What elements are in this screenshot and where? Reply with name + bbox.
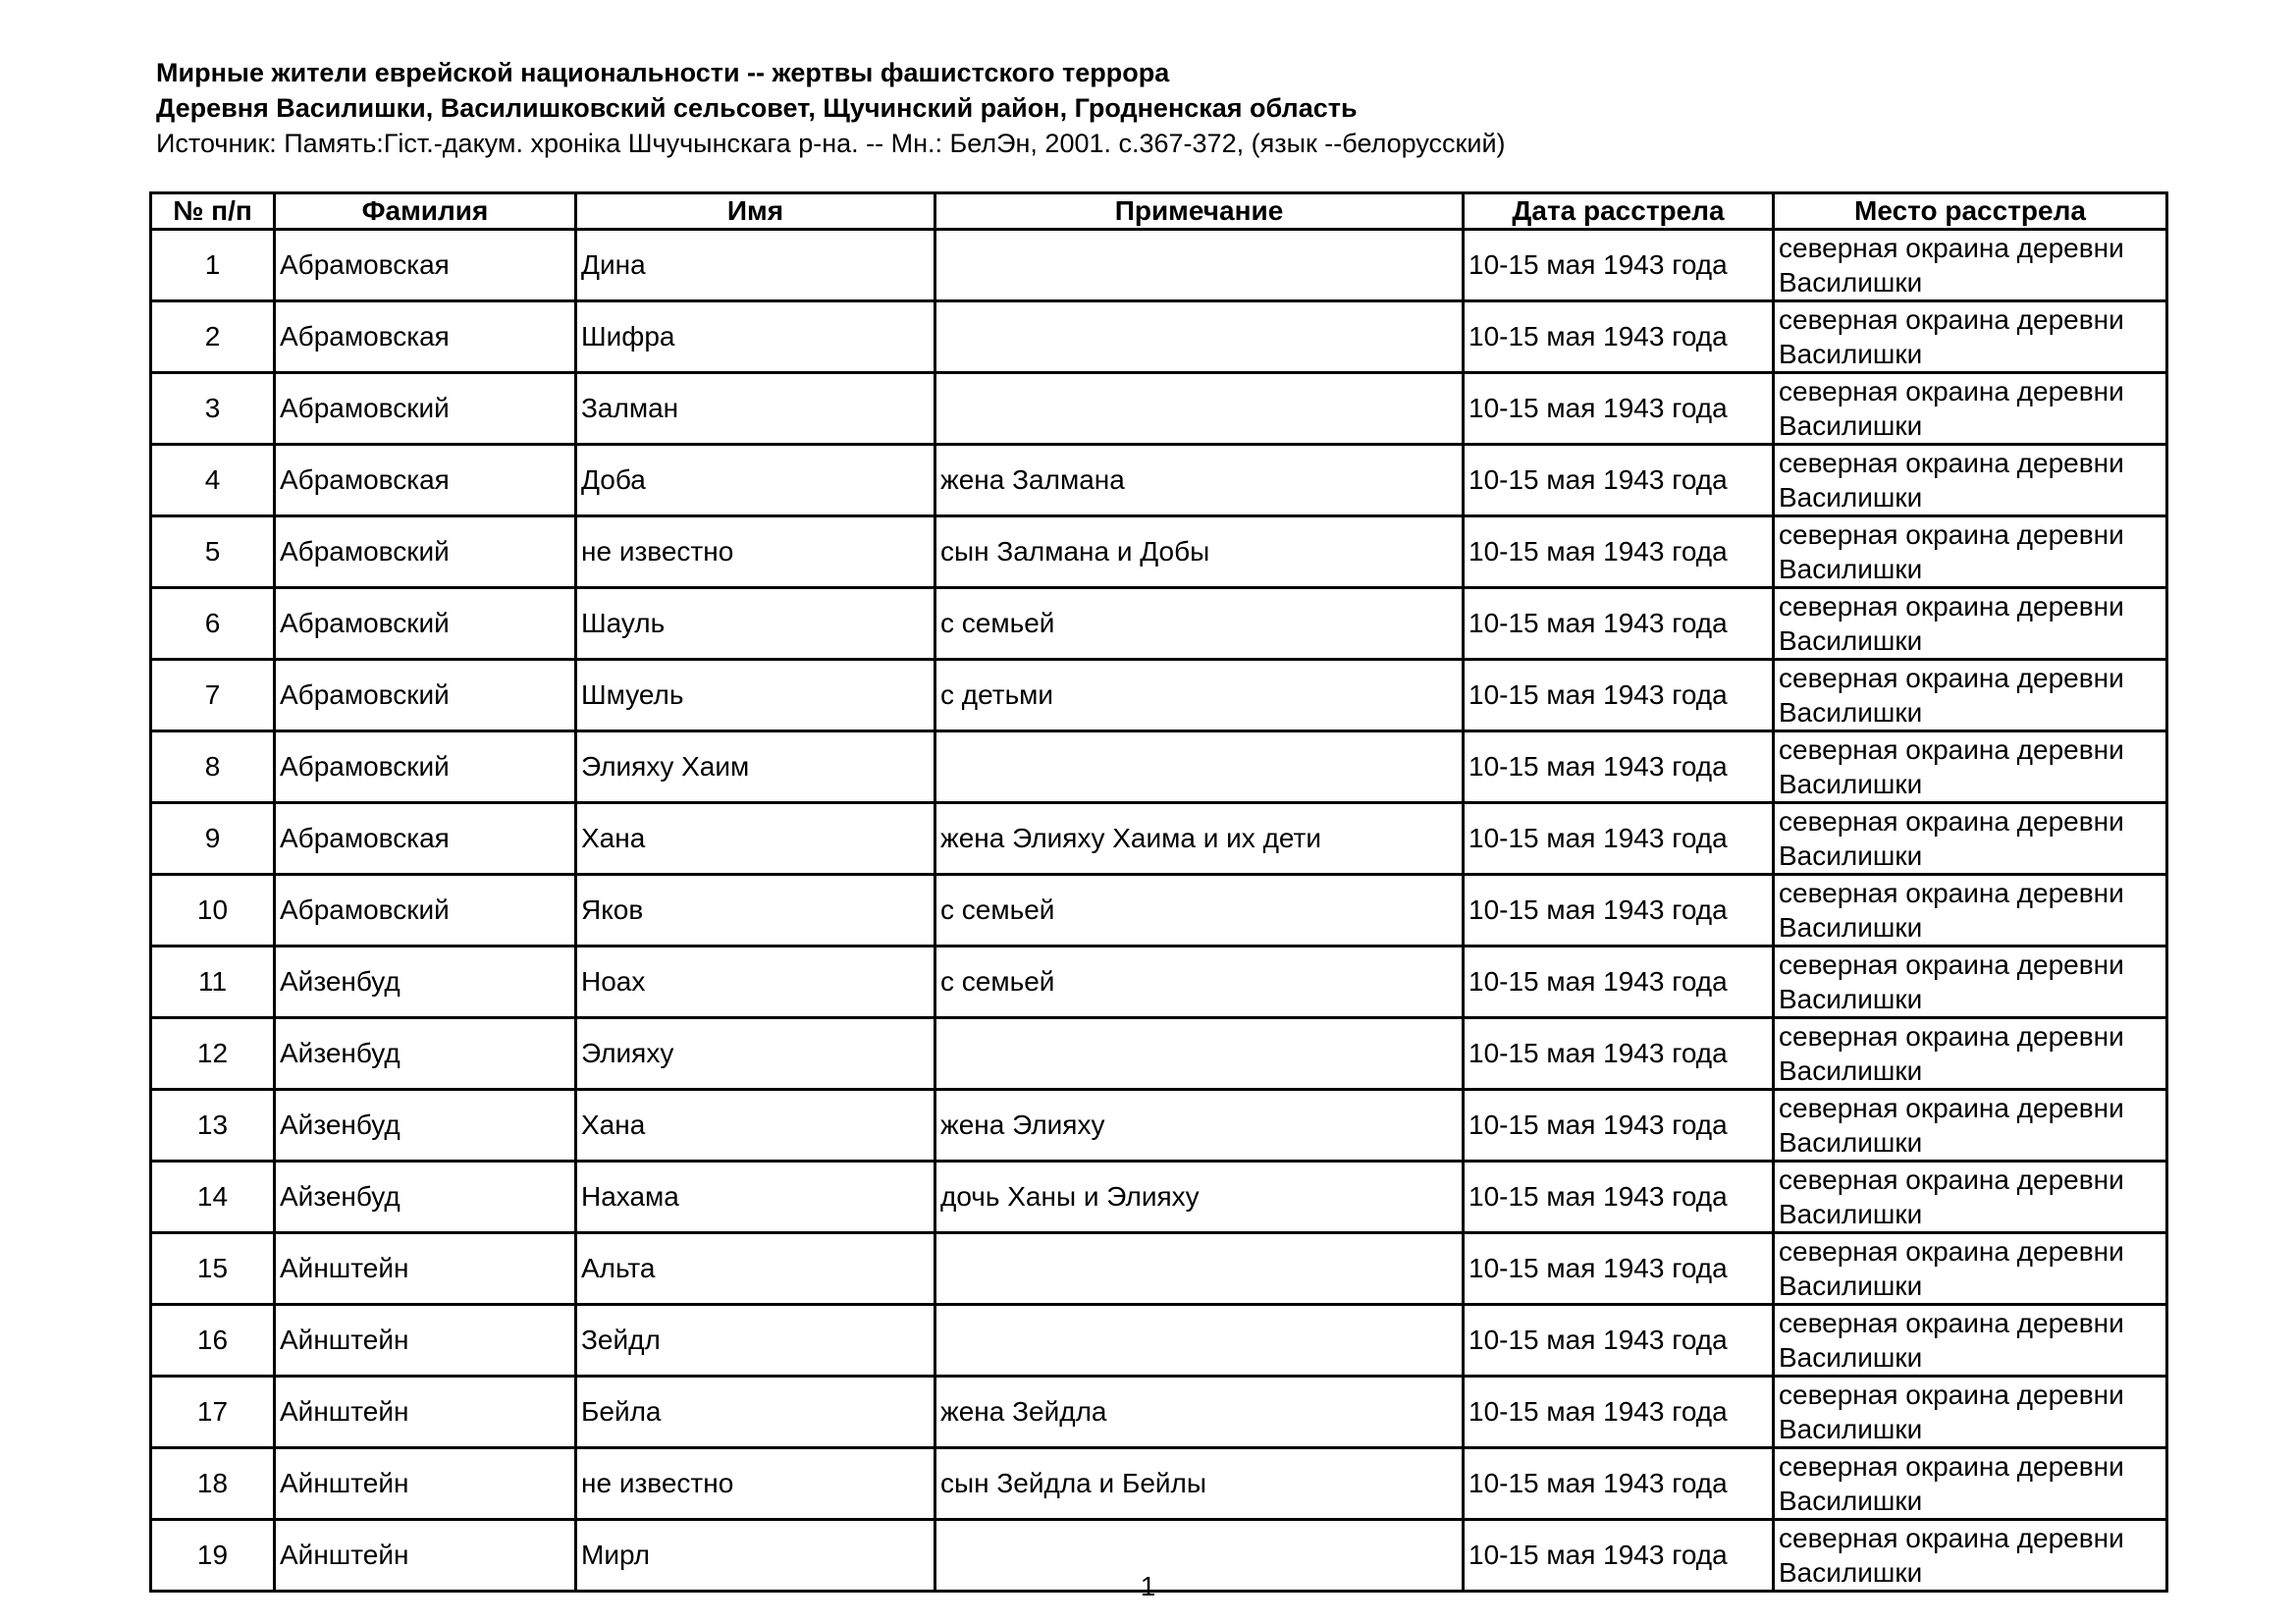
cell-place: северная окраина деревни Василишки <box>1774 731 2167 803</box>
document-source: Источник: Память:Гіст.-дакум. хроніка Шчучынскага р-на. -- Мн.: БелЭн, 2001. с.367-372, (язык --белорусский) <box>156 129 1506 158</box>
cell-place: северная окраина деревни Василишки <box>1774 445 2167 516</box>
cell-surname: Абрамовская <box>275 230 576 301</box>
cell-surname: Айнштейн <box>275 1305 576 1377</box>
cell-number: 10 <box>151 875 275 947</box>
cell-place: северная окраина деревни Василишки <box>1774 230 2167 301</box>
column-header-surname: Фамилия <box>275 193 576 230</box>
cell-note: с семьей <box>935 947 1464 1018</box>
cell-note <box>935 301 1464 373</box>
cell-date: 10-15 мая 1943 года <box>1464 373 1774 445</box>
cell-name: Шмуель <box>576 660 935 731</box>
cell-place: северная окраина деревни Василишки <box>1774 373 2167 445</box>
column-header-number: № п/п <box>151 193 275 230</box>
cell-number: 1 <box>151 230 275 301</box>
table-row <box>151 875 2167 947</box>
cell-name: Шифра <box>576 301 935 373</box>
table-row <box>151 588 2167 660</box>
cell-note: с семьей <box>935 588 1464 660</box>
cell-number: 12 <box>151 1018 275 1090</box>
table-row <box>151 445 2167 516</box>
table-row <box>151 301 2167 373</box>
cell-number: 16 <box>151 1305 275 1377</box>
cell-surname: Абрамовский <box>275 875 576 947</box>
cell-date: 10-15 мая 1943 года <box>1464 875 1774 947</box>
cell-note: сын Залмана и Добы <box>935 516 1464 588</box>
cell-number: 9 <box>151 803 275 875</box>
cell-number: 7 <box>151 660 275 731</box>
cell-surname: Абрамовский <box>275 660 576 731</box>
cell-surname: Абрамовский <box>275 516 576 588</box>
table-row <box>151 1090 2167 1162</box>
cell-number: 14 <box>151 1162 275 1233</box>
cell-place: северная окраина деревни Василишки <box>1774 947 2167 1018</box>
table-row <box>151 230 2167 301</box>
cell-name: не известно <box>576 1448 935 1520</box>
cell-number: 19 <box>151 1520 275 1592</box>
cell-name: Залман <box>576 373 935 445</box>
cell-name: Хана <box>576 803 935 875</box>
cell-surname: Абрамовский <box>275 731 576 803</box>
table-row <box>151 1233 2167 1305</box>
cell-name: Шауль <box>576 588 935 660</box>
cell-note <box>935 1305 1464 1377</box>
table-header-row <box>151 193 2167 230</box>
cell-surname: Айнштейн <box>275 1377 576 1448</box>
cell-surname: Айзенбуд <box>275 1018 576 1090</box>
cell-place: северная окраина деревни Василишки <box>1774 875 2167 947</box>
cell-number: 15 <box>151 1233 275 1305</box>
table-row <box>151 731 2167 803</box>
cell-name: Мирл <box>576 1520 935 1592</box>
cell-name: Элияху <box>576 1018 935 1090</box>
cell-date: 10-15 мая 1943 года <box>1464 660 1774 731</box>
cell-note: дочь Ханы и Элияху <box>935 1162 1464 1233</box>
victims-table-container <box>149 191 2165 1593</box>
cell-surname: Айнштейн <box>275 1233 576 1305</box>
table-row <box>151 1377 2167 1448</box>
cell-surname: Айнштейн <box>275 1448 576 1520</box>
cell-date: 10-15 мая 1943 года <box>1464 1090 1774 1162</box>
cell-number: 2 <box>151 301 275 373</box>
cell-date: 10-15 мая 1943 года <box>1464 445 1774 516</box>
cell-surname: Айзенбуд <box>275 1090 576 1162</box>
cell-note <box>935 230 1464 301</box>
cell-surname: Абрамовская <box>275 445 576 516</box>
cell-name: Бейла <box>576 1377 935 1448</box>
cell-number: 11 <box>151 947 275 1018</box>
table-row <box>151 1162 2167 1233</box>
cell-name: не известно <box>576 516 935 588</box>
cell-note: с детьми <box>935 660 1464 731</box>
cell-note <box>935 373 1464 445</box>
cell-name: Доба <box>576 445 935 516</box>
column-header-note: Примечание <box>935 193 1464 230</box>
cell-place: северная окраина деревни Василишки <box>1774 1520 2167 1592</box>
cell-name: Ноах <box>576 947 935 1018</box>
cell-date: 10-15 мая 1943 года <box>1464 1520 1774 1592</box>
cell-surname: Абрамовский <box>275 588 576 660</box>
cell-number: 18 <box>151 1448 275 1520</box>
page-number: 1 <box>1140 1571 1156 1601</box>
cell-date: 10-15 мая 1943 года <box>1464 588 1774 660</box>
cell-place: северная окраина деревни Василишки <box>1774 588 2167 660</box>
cell-date: 10-15 мая 1943 года <box>1464 230 1774 301</box>
cell-number: 13 <box>151 1090 275 1162</box>
cell-note: жена Элияху <box>935 1090 1464 1162</box>
cell-place: северная окраина деревни Василишки <box>1774 1448 2167 1520</box>
cell-surname: Абрамовский <box>275 373 576 445</box>
cell-name: Элияху Хаим <box>576 731 935 803</box>
table-row <box>151 516 2167 588</box>
table-row <box>151 1018 2167 1090</box>
table-row <box>151 947 2167 1018</box>
cell-name: Дина <box>576 230 935 301</box>
cell-note: жена Элияху Хаима и их дети <box>935 803 1464 875</box>
cell-number: 5 <box>151 516 275 588</box>
cell-date: 10-15 мая 1943 года <box>1464 731 1774 803</box>
cell-date: 10-15 мая 1943 года <box>1464 1162 1774 1233</box>
column-header-date: Дата расстрела <box>1464 193 1774 230</box>
cell-note: с семьей <box>935 875 1464 947</box>
cell-date: 10-15 мая 1943 года <box>1464 301 1774 373</box>
cell-surname: Айзенбуд <box>275 1162 576 1233</box>
document-location: Деревня Василишки, Василишковский сельсовет, Щучинский район, Гродненская область <box>156 93 1358 123</box>
cell-name: Яков <box>576 875 935 947</box>
cell-number: 17 <box>151 1377 275 1448</box>
cell-date: 10-15 мая 1943 года <box>1464 1018 1774 1090</box>
cell-place: северная окраина деревни Василишки <box>1774 1305 2167 1377</box>
cell-place: северная окраина деревни Василишки <box>1774 1377 2167 1448</box>
table-row <box>151 1448 2167 1520</box>
table-body <box>151 230 2167 1592</box>
cell-name: Зейдл <box>576 1305 935 1377</box>
cell-note: сын Зейдла и Бейлы <box>935 1448 1464 1520</box>
cell-note: жена Залмана <box>935 445 1464 516</box>
cell-place: северная окраина деревни Василишки <box>1774 1162 2167 1233</box>
cell-date: 10-15 мая 1943 года <box>1464 516 1774 588</box>
cell-date: 10-15 мая 1943 года <box>1464 1448 1774 1520</box>
cell-date: 10-15 мая 1943 года <box>1464 1233 1774 1305</box>
column-header-name: Имя <box>576 193 935 230</box>
cell-name: Нахама <box>576 1162 935 1233</box>
cell-place: северная окраина деревни Василишки <box>1774 1233 2167 1305</box>
table-row <box>151 660 2167 731</box>
cell-date: 10-15 мая 1943 года <box>1464 947 1774 1018</box>
cell-number: 4 <box>151 445 275 516</box>
cell-date: 10-15 мая 1943 года <box>1464 803 1774 875</box>
table-row <box>151 803 2167 875</box>
cell-surname: Абрамовская <box>275 803 576 875</box>
cell-note <box>935 1233 1464 1305</box>
cell-surname: Айзенбуд <box>275 947 576 1018</box>
column-header-place: Место расстрела <box>1774 193 2167 230</box>
cell-place: северная окраина деревни Василишки <box>1774 301 2167 373</box>
table-row <box>151 373 2167 445</box>
cell-note <box>935 1018 1464 1090</box>
cell-place: северная окраина деревни Василишки <box>1774 1018 2167 1090</box>
cell-date: 10-15 мая 1943 года <box>1464 1305 1774 1377</box>
cell-note: жена Зейдла <box>935 1377 1464 1448</box>
table-row <box>151 1305 2167 1377</box>
cell-place: северная окраина деревни Василишки <box>1774 803 2167 875</box>
cell-date: 10-15 мая 1943 года <box>1464 1377 1774 1448</box>
cell-place: северная окраина деревни Василишки <box>1774 516 2167 588</box>
cell-note <box>935 731 1464 803</box>
cell-surname: Айнштейн <box>275 1520 576 1592</box>
cell-place: северная окраина деревни Василишки <box>1774 1090 2167 1162</box>
cell-number: 6 <box>151 588 275 660</box>
victims-table <box>149 191 2168 1593</box>
cell-name: Хана <box>576 1090 935 1162</box>
document-header <box>156 55 2168 161</box>
cell-number: 8 <box>151 731 275 803</box>
document-title: Мирные жители еврейской национальности -- жертвы фашистского террора <box>156 58 1170 87</box>
cell-name: Альта <box>576 1233 935 1305</box>
cell-surname: Абрамовская <box>275 301 576 373</box>
cell-number: 3 <box>151 373 275 445</box>
cell-place: северная окраина деревни Василишки <box>1774 660 2167 731</box>
